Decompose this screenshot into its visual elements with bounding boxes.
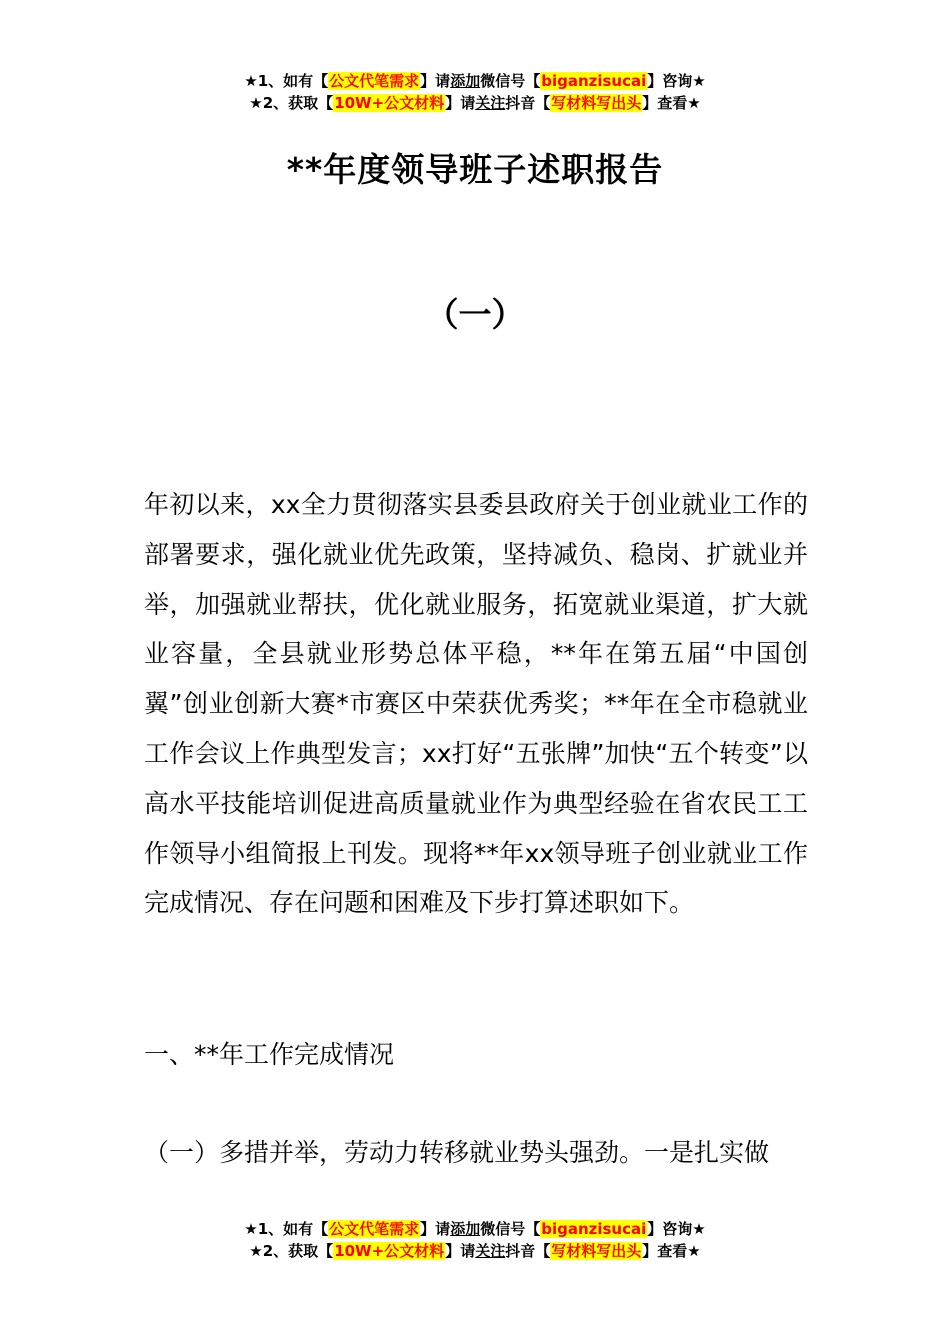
promo-highlight: 10W+公文材料 [334, 1242, 445, 1260]
promo-banner-top [0, 70, 950, 114]
promo-line-1: ★1、如有【公文代笔需求】请添加微信号【biganzisucai】咨询★ [244, 1220, 706, 1238]
promo-wechat-id: biganzisucai [541, 72, 647, 90]
promo-highlight: 公文代笔需求 [329, 72, 420, 90]
promo-line-2: ★2、获取【10W+公文材料】请关注抖音【写材料写出头】查看★ [249, 94, 701, 112]
promo-douyin-id: 写材料写出头 [551, 94, 642, 112]
section-paragraph: （一）多措并举，劳动力转移就业势头强劲。一是扎实做 [144, 1138, 770, 1167]
intro-paragraph [144, 480, 808, 928]
section-number: （一） [425, 295, 525, 334]
promo-banner-bottom [0, 1218, 950, 1262]
promo-douyin-id: 写材料写出头 [551, 1242, 642, 1260]
promo-line-2: ★2、获取【10W+公文材料】请关注抖音【写材料写出头】查看★ [249, 1242, 701, 1260]
page-title: **年度领导班子述职报告 [286, 150, 664, 189]
promo-wechat-id: biganzisucai [541, 1220, 647, 1238]
promo-highlight: 公文代笔需求 [329, 1220, 420, 1238]
promo-highlight: 10W+公文材料 [334, 94, 445, 112]
promo-line-1: ★1、如有【公文代笔需求】请添加微信号【biganzisucai】咨询★ [244, 72, 706, 90]
intro-paragraph-text: 年初以来，xx全力贯彻落实县委县政府关于创业就业工作的部署要求，强化就业优先政策，坚持减负、稳岗、扩就业并举，加强就业帮扶，优化就业服务，拓宽就业渠道，扩大就业容量，全县就业形势总体平稳，**年在第五届“中国创翼”创业创新大赛*市赛区中荣获优秀奖；**年在全市稳就业工作会议上作典型发言；xx打好“五张牌”加快“五个转变”以高水平技能培训促进高质量就业作为典型经验在省农民工工作领导小组简报上刊发。现将**年xx领导班子创业就业工作完成情况、存在问题和困难及下步打算述职如下。 [144, 490, 808, 918]
section-heading: 一、**年工作完成情况 [144, 1040, 395, 1069]
